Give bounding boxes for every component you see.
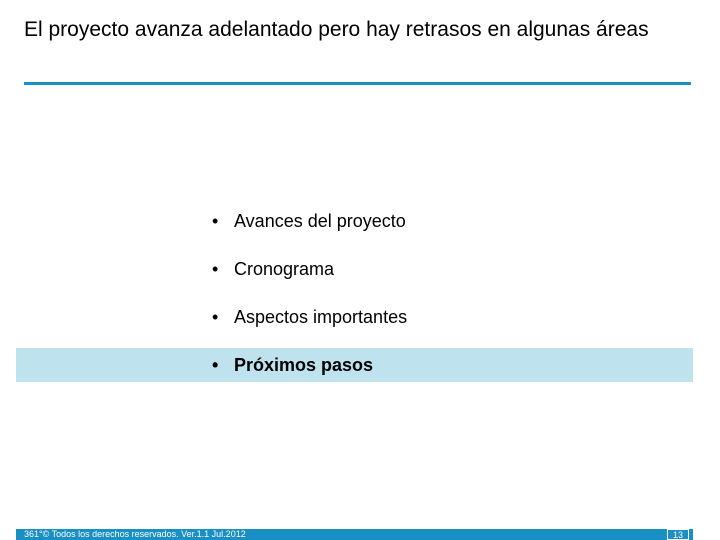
agenda-item-aspectos	[16, 300, 693, 334]
agenda-item-label: Próximos pasos	[234, 355, 374, 375]
footer-copyright: 361°© Todos los derechos reservados. Ver.1.1 Jul.2012	[24, 529, 246, 539]
agenda-item-label: Aspectos importantes	[234, 307, 408, 327]
bullet-icon: •	[212, 259, 219, 279]
slide-title: El proyecto avanza adelantado pero hay retrasos en algunas áreas	[24, 18, 649, 41]
agenda-item-cronograma	[16, 252, 693, 286]
bullet-icon: •	[212, 355, 219, 375]
page-number: 13	[667, 529, 689, 540]
agenda-item-proximos-pasos	[16, 348, 693, 382]
footer-bar	[16, 529, 693, 540]
agenda-item-avances	[16, 204, 693, 238]
title-divider	[24, 82, 691, 85]
agenda-item-label: Cronograma	[234, 259, 335, 279]
bullet-icon: •	[212, 307, 219, 327]
agenda-item-label: Avances del proyecto	[234, 211, 406, 231]
bullet-icon: •	[212, 211, 219, 231]
